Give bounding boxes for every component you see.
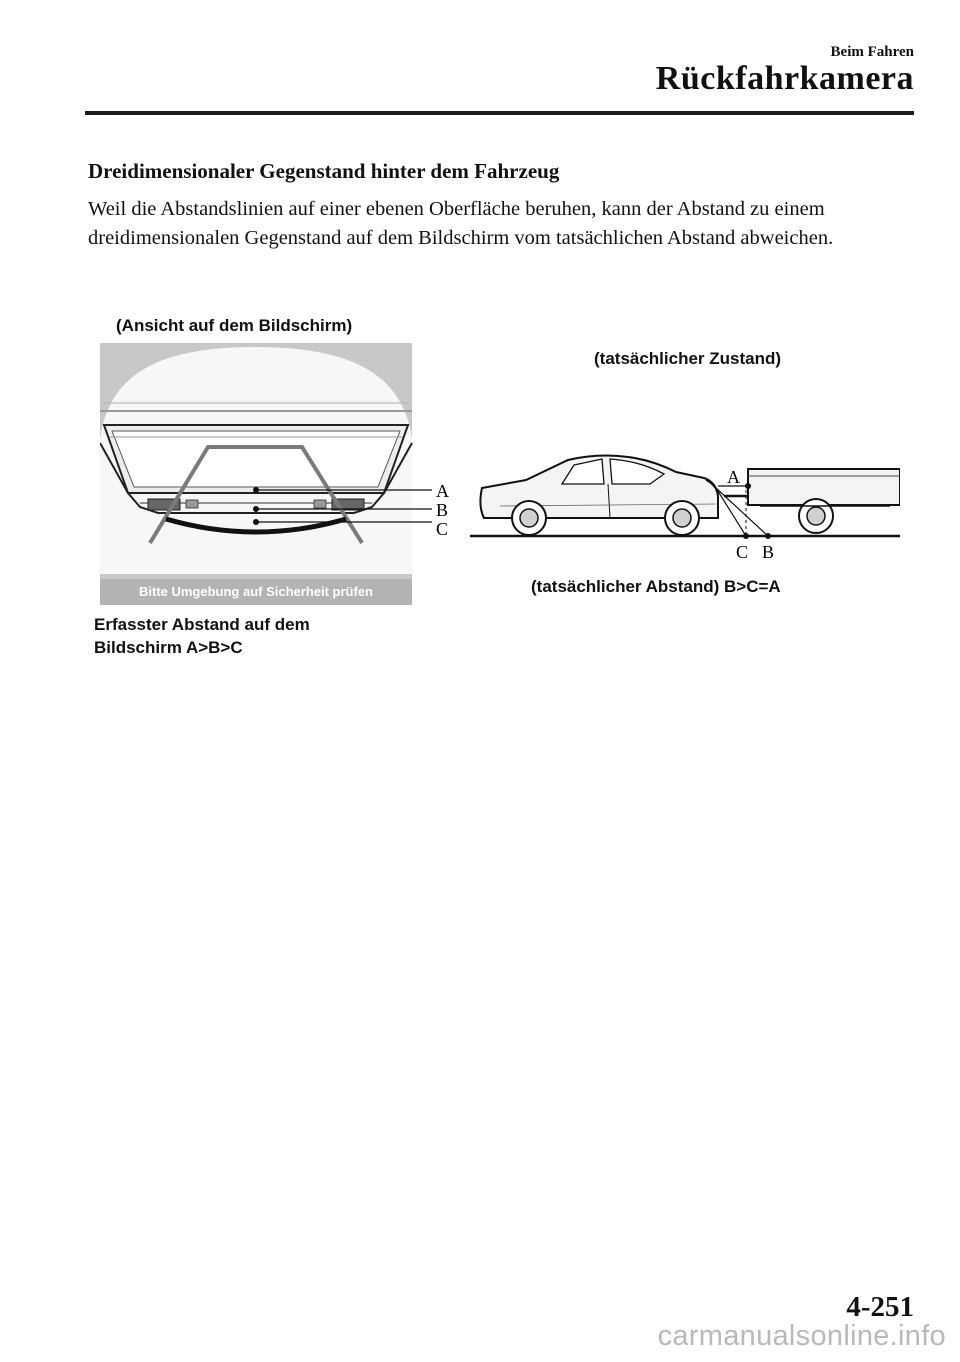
detected-distance-caption: Erfasster Abstand auf dem Bildschirm A>B>C xyxy=(94,615,310,657)
header-divider xyxy=(85,111,914,115)
camera-screen-illustration xyxy=(100,343,455,605)
real-condition-illustration xyxy=(470,448,900,566)
section-heading: Dreidimensionaler Gegenstand hinter dem Fahrzeug xyxy=(88,159,560,183)
header-section-label: Beim Fahren xyxy=(830,44,914,60)
real-label-a: A xyxy=(727,467,740,487)
screen-label-c: C xyxy=(436,519,449,539)
trailer-silhouette xyxy=(724,469,900,533)
real-label-b: B xyxy=(762,542,775,562)
page-number: 4-251 xyxy=(846,1291,914,1323)
real-label-c: C xyxy=(736,542,749,562)
screen-label-a: A xyxy=(436,481,449,501)
screen-label-b: B xyxy=(436,500,449,520)
car-silhouette xyxy=(480,456,718,535)
real-point-b xyxy=(765,533,771,539)
page-title: Rückfahrkamera xyxy=(655,60,914,97)
real-distance-caption: (tatsächlicher Abstand) B>C=A xyxy=(531,577,781,596)
screen-view-caption: (Ansicht auf dem Bildschirm) xyxy=(116,316,353,335)
watermark: carmanualsonline.info xyxy=(657,1320,946,1352)
real-point-a xyxy=(745,483,751,489)
body-paragraph: Weil die Abstandslinien auf einer ebenen Oberfläche beruhen, kann der Abstand zu einem dreidimensionalen Gegenstand auf dem Bildschirm vom tatsächlichen Abstand abweichen. xyxy=(88,198,834,249)
screen-warning-text: Bitte Umgebung auf Sicherheit prüfen xyxy=(138,584,374,599)
real-condition-caption: (tatsächlicher Zustand) xyxy=(594,349,782,368)
real-point-c xyxy=(743,533,749,539)
